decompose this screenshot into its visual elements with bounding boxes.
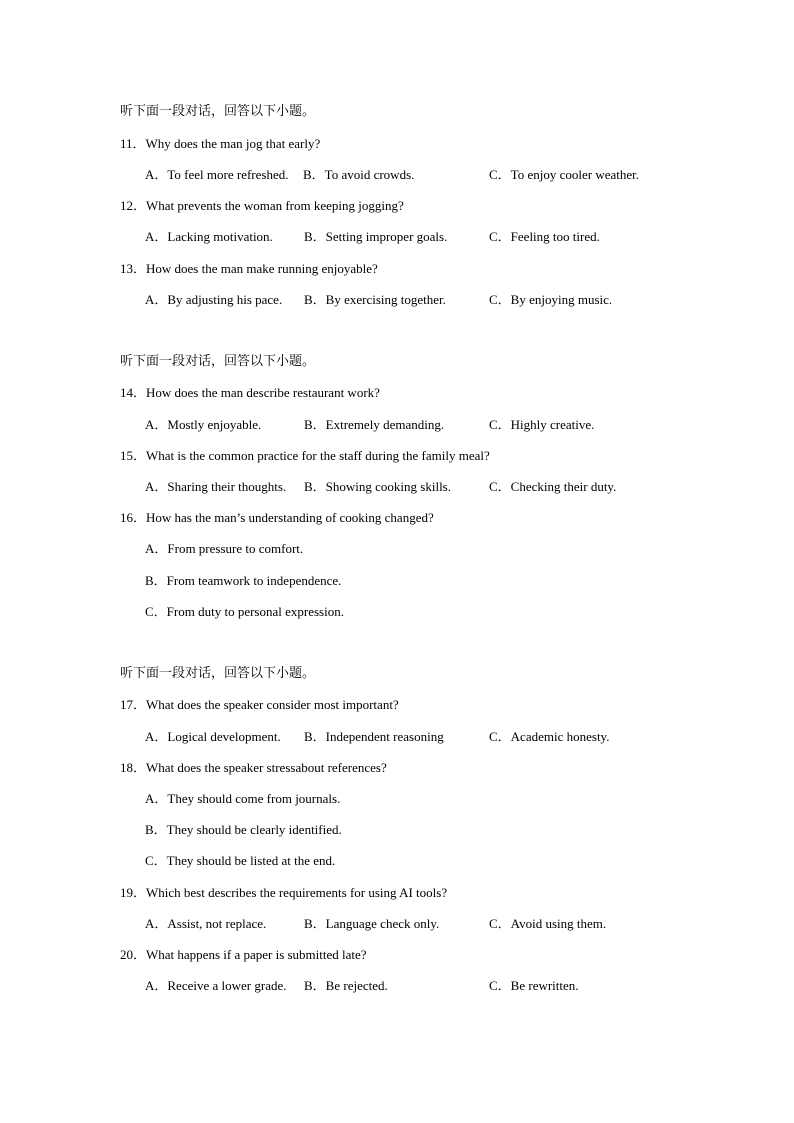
option-a[interactable]: A．Logical development. — [145, 729, 281, 744]
option-b[interactable]: B．They should be clearly identified. — [145, 822, 342, 837]
options-15 — [145, 479, 705, 495]
option-c[interactable]: C．To enjoy cooler weather. — [489, 167, 639, 182]
question-11: 11．Why does the man jog that early? — [120, 136, 321, 151]
question-18: 18．What does the speaker stressabout references? — [120, 760, 387, 775]
option-b[interactable]: B．Showing cooking skills. — [304, 479, 451, 494]
option-a[interactable]: A．From pressure to comfort. — [145, 541, 304, 556]
section-heading: 听下面一段对话，回答以下小题。 — [120, 354, 316, 369]
option-b[interactable]: B．Language check only. — [304, 916, 440, 931]
question-14: 14．How does the man describe restaurant work? — [120, 385, 380, 400]
options-11 — [145, 167, 705, 183]
options-17 — [145, 729, 705, 745]
option-c[interactable]: C．They should be listed at the end. — [145, 853, 336, 868]
option-c[interactable]: C．From duty to personal expression. — [145, 604, 344, 619]
section-heading: 听下面一段对话，回答以下小题。 — [120, 666, 316, 681]
options-14 — [145, 417, 705, 433]
option-c[interactable]: C．Checking their duty. — [489, 479, 617, 494]
option-a[interactable]: A．They should come from journals. — [145, 791, 341, 806]
option-b[interactable]: B．By exercising together. — [304, 292, 446, 307]
option-c[interactable]: C．Academic honesty. — [489, 729, 610, 744]
options-20 — [145, 978, 705, 994]
option-a[interactable]: A．Mostly enjoyable. — [145, 417, 262, 432]
options-19 — [145, 916, 705, 932]
option-a[interactable]: A．By adjusting his pace. — [145, 292, 283, 307]
question-19: 19．Which best describes the requirements for using AI tools? — [120, 885, 448, 900]
options-13 — [145, 292, 705, 308]
question-20: 20．What happens if a paper is submitted late? — [120, 947, 367, 962]
option-a[interactable]: A．Lacking motivation. — [145, 229, 273, 244]
option-b[interactable]: B．From teamwork to independence. — [145, 573, 342, 588]
option-a[interactable]: A．Receive a lower grade. — [145, 978, 287, 993]
question-13: 13．How does the man make running enjoyable? — [120, 261, 378, 276]
option-c[interactable]: C．Avoid using them. — [489, 916, 607, 931]
option-c[interactable]: C．Be rewritten. — [489, 978, 579, 993]
option-b[interactable]: B．Independent reasoning — [304, 729, 444, 744]
option-a[interactable]: A．Assist, not replace. — [145, 916, 267, 931]
question-17: 17．What does the speaker consider most important? — [120, 697, 399, 712]
option-c[interactable]: C．By enjoying music. — [489, 292, 613, 307]
question-12: 12．What prevents the woman from keeping jogging? — [120, 198, 404, 213]
option-c[interactable]: C．Feeling too tired. — [489, 229, 600, 244]
option-b[interactable]: B．Be rejected. — [304, 978, 388, 993]
option-b[interactable]: B．Extremely demanding. — [304, 417, 445, 432]
options-12 — [145, 229, 705, 245]
option-c[interactable]: C．Highly creative. — [489, 417, 595, 432]
question-16: 16．How has the man’s understanding of cooking changed? — [120, 510, 434, 525]
option-a[interactable]: A．Sharing their thoughts. — [145, 479, 287, 494]
option-b[interactable]: B．To avoid crowds. — [303, 167, 415, 182]
option-b[interactable]: B．Setting improper goals. — [304, 229, 448, 244]
option-a[interactable]: A．To feel more refreshed. — [145, 167, 289, 182]
question-15: 15．What is the common practice for the staff during the family meal? — [120, 448, 490, 463]
section-heading: 听下面一段对话，回答以下小题。 — [120, 104, 316, 119]
